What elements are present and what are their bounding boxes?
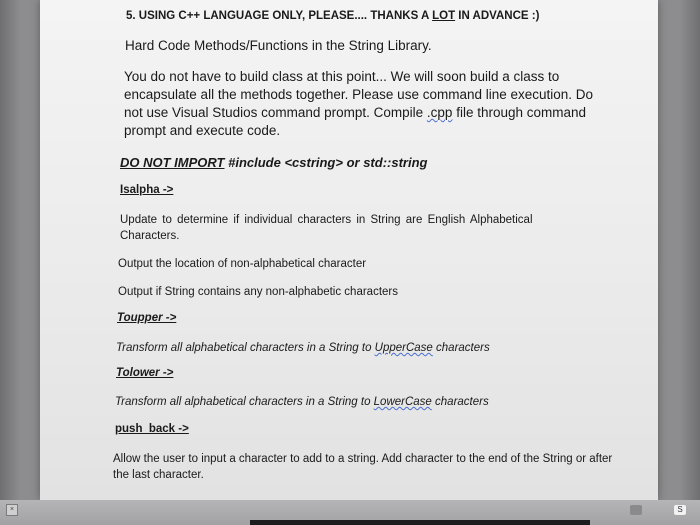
taskbar-shadow-strip [250,520,590,525]
do-not-import-line: DO NOT IMPORT #include <cstring> or std::string [120,155,428,170]
question-title: 5. USING C++ LANGUAGE ONLY, PLEASE.... THANKS A LOT IN ADVANCE :) [126,10,540,22]
tray-icon[interactable] [630,505,642,515]
tray-badge-icon[interactable]: S [674,505,686,515]
taskbar [0,500,700,525]
tolower-description: Transform all alphabetical characters in a String to LowerCase characters [115,396,489,408]
tolower-heading: Tolower -> [116,367,174,379]
isalpha-description: Update to determine if individual characters in String are English Alphabetical Characters. [120,214,533,242]
isalpha-heading: Isalpha -> [120,184,174,196]
app-icon[interactable]: × [6,504,18,516]
instructions-paragraph: You do not have to build class at this point... We will soon build a class to encapsulate all the methods together. Please use command line execution. Do not use Visual Studios command prompt. Compile .cpp file through command prompt and execute code. [124,69,594,138]
toupper-description: Transform all alphabetical characters in a String to UpperCase characters [116,342,490,354]
intro-line: Hard Code Methods/Functions in the String Library. [125,38,432,53]
pushback-description: Allow the user to input a character to add to a string. Add character to the end of the String or after the last character. [113,453,613,481]
output-location-line: Output the location of non-alphabetical character [118,258,367,270]
pushback-heading: push_back -> [115,423,189,435]
output-contains-line: Output if String contains any non-alphabetic characters [118,286,398,298]
toupper-heading: Toupper -> [117,312,177,324]
